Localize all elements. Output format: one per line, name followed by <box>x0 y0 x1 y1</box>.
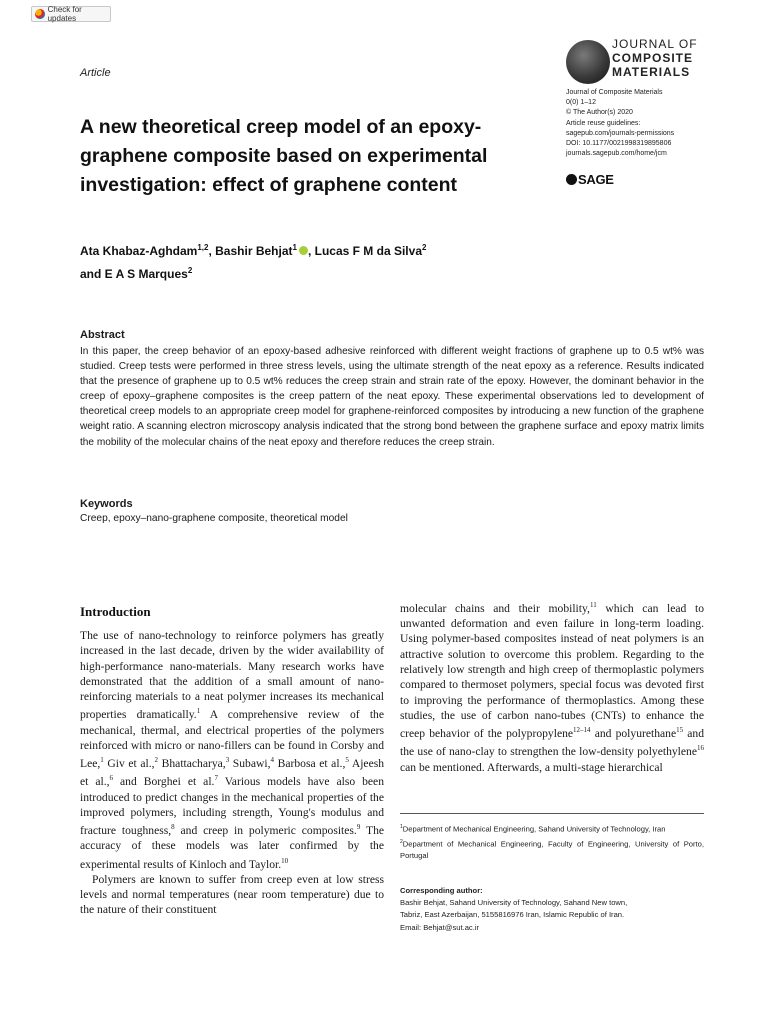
corresponding-author-line: Bashir Behjat, Sahand University of Technology, Sahand New town, <box>400 898 628 908</box>
paper-title: A new theoretical creep model of an epoxy-graphene composite based on experimental investigation: effect of graphene content <box>80 116 488 196</box>
citation-marker[interactable]: 1 <box>100 756 104 765</box>
journal-logo-line3: MATERIALS <box>612 65 691 79</box>
author-name: Ata Khabaz-Aghdam <box>80 244 198 258</box>
crossmark-icon <box>35 9 45 19</box>
copyright-line: © The Author(s) 2020 <box>566 109 633 117</box>
corresponding-author-email[interactable]: Email: Behjat@sut.ac.ir <box>400 922 480 932</box>
citation-marker[interactable]: 3 <box>225 756 230 765</box>
citation-marker[interactable]: 11 <box>589 601 597 609</box>
author-name: Lucas F M da Silva <box>314 244 422 258</box>
citation-marker[interactable]: 5 <box>345 756 349 765</box>
permissions-link[interactable]: sagepub.com/journals-permissions <box>566 129 675 137</box>
citation-marker[interactable]: 4 <box>270 756 274 765</box>
author-affiliation-marker: 2 <box>422 243 427 252</box>
intro-paragraph: Polymers are known to suffer from creep even at low stress levels and normal temperatures (near room temperature) due to the nature of their constituent <box>80 872 384 917</box>
affiliation-item: $^1$Department of Mechanical Engineering, Sahand University of Technology, Iran <box>400 824 666 834</box>
intro-paragraph: The use of nano-technology to reinforce polymers has greatly increased in the last decade, driven by the wider availability of high-performance nano-materials. Many research works have demonstrated that the addition of a small amount of nano-reinforcing materials to a neat polymer increases its mechanical properties dramatically.$^1$ A comprehensive review of the mechanical, thermal, and electrical properties of the polymers reinforced with micro or nano-fillers can be found in Corsby and Lee,$^1$ Giv et al.,$^2$ Bhattacharya,$^3$ Subawi,$^4$ Barbosa et al.,$^5$ Ajeesh et al.,$^6$ and Borghei et al.$^7$ Various models have also been introduced to predict changes in the mechanical properties of the improved polymers, including strength, Young's modulus and fracture toughness,$^8$ and creep in polymeric composites.$^9$ The accuracy of these models was later confirmed by the experimental results of Kinloch and Taylor.$^{10}$ <box>80 629 385 871</box>
author-conjunction: and <box>80 267 105 281</box>
corresponding-author <box>400 885 704 934</box>
citation-marker[interactable]: 6 <box>109 774 114 783</box>
citation-marker[interactable]: 9 <box>356 823 361 832</box>
affiliation-item: $^2$Department of Mechanical Engineering, Faculty of Engineering, University of Porto, Portugal <box>400 838 704 861</box>
introduction-heading: Introduction <box>80 604 151 619</box>
abstract-text: In this paper, the creep behavior of an epoxy-based adhesive reinforced with different weight fractions of graphene up to 0.5 wt% was studied. Creep tests were performed in three stress levels, using the ultimate strength of the neat epoxy as a reference. Results indicated that the presence of graphene up to 0.5 wt% reduces the creep strain and strain rate of the epoxy. However, the dominant behavior in the creep of epoxy–graphene composites is the creep pattern of the neat epoxy. These experimental observations led to development of theoretical creep models to an appropriate creep model for graphene-reinforced composites by introducing a new function of the graphene weight ratio. A scanning electron microscopy analysis indicated that the strong bond between the graphene surface and epoxy matrix limits the mobility of the molecular chains of the neat epoxy and therefore reduces the creep strain. <box>80 346 704 448</box>
corresponding-author-heading: Corresponding author: <box>400 886 483 895</box>
abstract-heading: Abstract <box>80 329 125 341</box>
sage-logo-icon <box>566 174 577 185</box>
reuse-guidelines-label: Article reuse guidelines: <box>566 119 641 127</box>
journal-logo-text <box>612 37 698 79</box>
right-column <box>400 598 704 775</box>
journal-volume: 0(0) 1–12 <box>566 99 596 107</box>
journal-name: Journal of Composite Materials <box>566 89 663 96</box>
check-for-updates-label: Check for updates <box>47 5 82 23</box>
author-affiliation-marker: 2 <box>187 266 193 275</box>
keywords-text: Creep, epoxy–nano-graphene composite, theoretical model <box>80 513 348 524</box>
citation-marker[interactable]: 8 <box>171 823 175 832</box>
author-name: Bashir Behjat <box>215 244 293 258</box>
citation-marker[interactable]: 16 <box>697 744 704 753</box>
journal-metadata <box>566 88 726 159</box>
journal-home-link[interactable]: journals.sagepub.com/home/jcm <box>566 150 667 158</box>
footnote-divider <box>400 813 704 814</box>
citation-marker[interactable]: 2 <box>154 756 159 765</box>
intro-paragraph-continued: molecular chains and their mobility,$^{11}$ which can lead to unwanted deformation and even failure in long-term loading. Using polymer-based composites instead of neat polymers is an attractive solution to overcome this problem. Regarding to the relatively low strength and high creep of thermoplastic polymers compared to thermoset polymers, special focus was devoted first to improving the performance of thermoplastics. Among these studies, the use of carbon nano-tubes (CNTs) to enhance the creep behavior of the polypropylene$^{12-14}$ and polyurethane$^{15}$ and the use of nano-clay to strengthen the low-density polyethylene$^{16}$ can be mentioned. Afterwards, a multi-stage hierarchical <box>400 601 704 774</box>
article-type-label: Article <box>80 67 111 79</box>
keywords-heading: Keywords <box>80 498 133 510</box>
author-affiliation-marker: 1 <box>292 243 297 252</box>
journal-logo-line1: JOURNAL OF <box>612 37 698 51</box>
citation-marker[interactable]: 15 <box>676 726 684 735</box>
citation-marker[interactable]: 10 <box>281 856 289 865</box>
journal-logo-line2: COMPOSITE <box>612 51 694 65</box>
publisher-logo <box>566 172 614 187</box>
author-name: E A S Marques <box>104 267 188 281</box>
corresponding-author-line: Tabriz, East Azerbaijan, 5155816976 Iran, Islamic Republic of Iran. <box>400 910 625 920</box>
affiliations <box>400 821 704 863</box>
check-for-updates-button[interactable] <box>31 6 111 22</box>
citation-marker[interactable]: 1 <box>196 707 201 716</box>
doi-link[interactable]: DOI: 10.1177/0021998319895806 <box>566 140 672 148</box>
left-column <box>80 628 384 918</box>
journal-logo-icon <box>566 40 610 84</box>
publisher-name: SAGE <box>578 172 614 187</box>
orcid-icon[interactable] <box>299 246 308 255</box>
author-list: Ata Khabaz-Aghdam$^{1,2}$, Bashir Behjat$^1$ , Lucas F M da Silva$^2$ and E A S Marques$^2$ <box>80 243 427 281</box>
citation-marker[interactable]: 7 <box>214 774 218 783</box>
citation-marker[interactable]: 12–14 <box>573 726 591 735</box>
author-affiliation-marker: 1,2 <box>197 243 209 252</box>
